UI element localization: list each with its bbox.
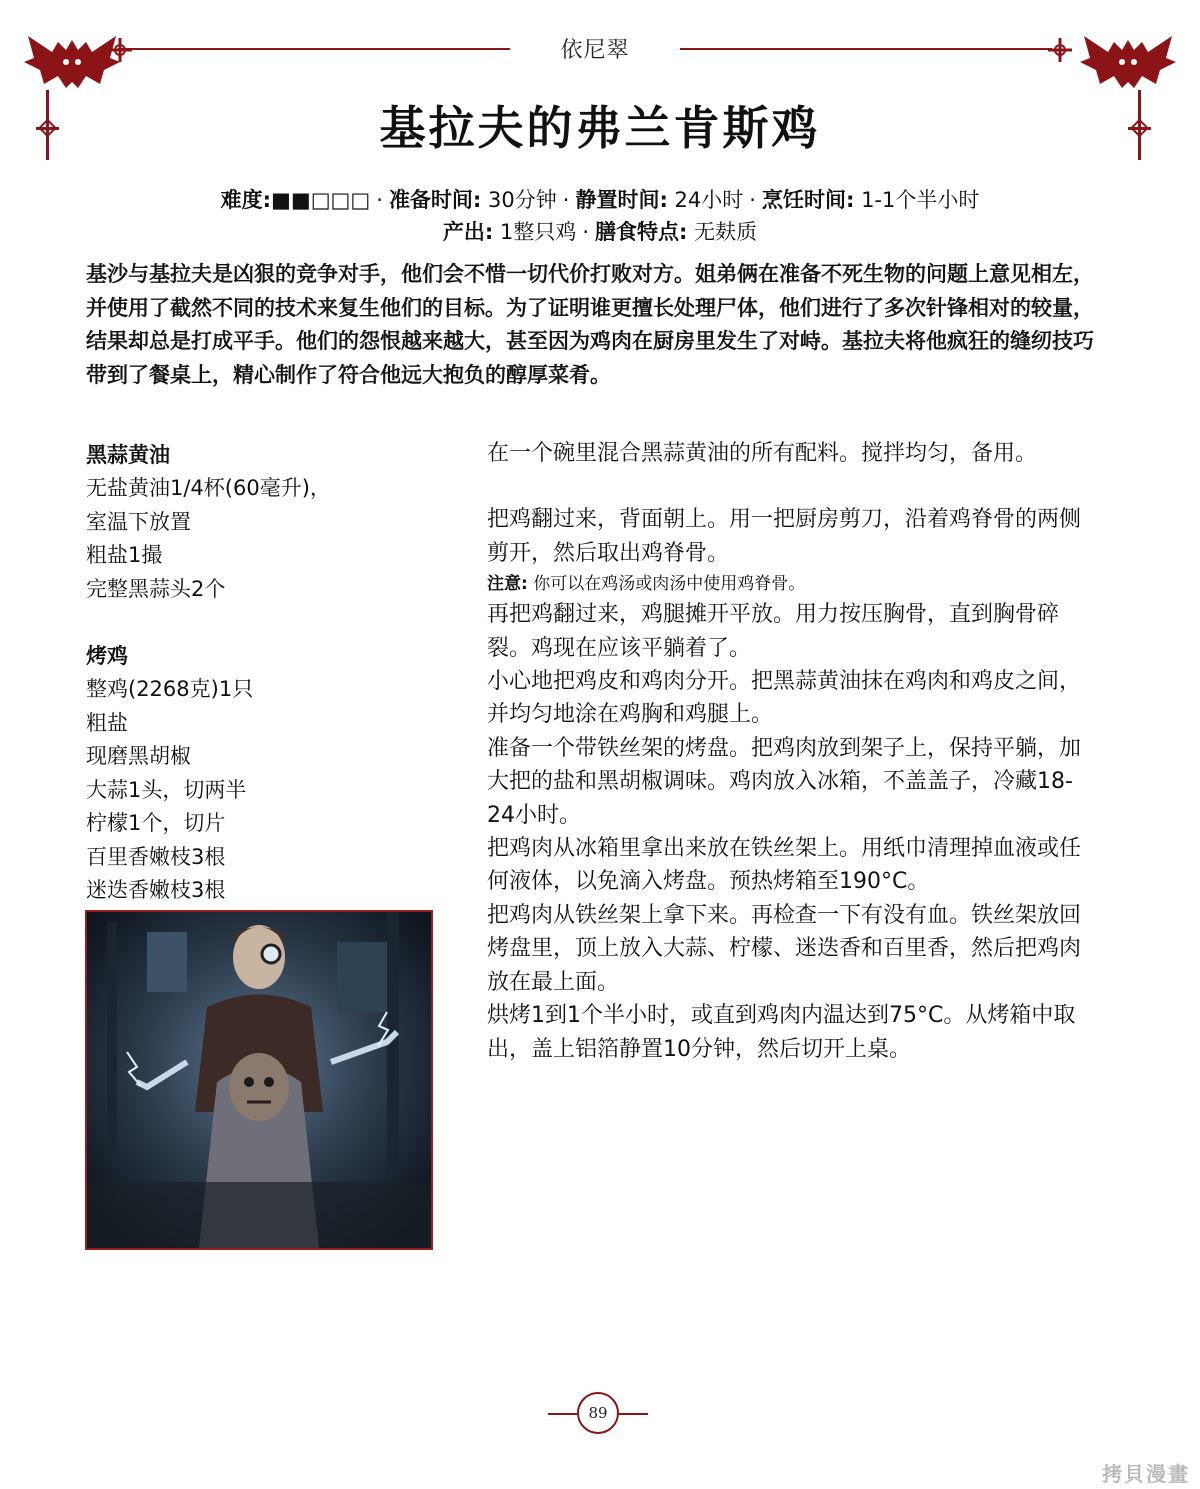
diet-value: 无麸质 <box>694 220 758 244</box>
cross-ornament-icon <box>100 36 140 64</box>
yield-label: 产出: <box>442 220 494 244</box>
step-5: 准备一个带铁丝架的烤盘。把鸡肉放到架子上，保持平躺，加大把的盐和黑胡椒调味。鸡肉放入冰箱，不盖盖子，冷藏18-24小时。 <box>487 735 1082 828</box>
instructions-column <box>487 437 1093 1066</box>
prep-time-label: 准备时间: <box>388 188 482 212</box>
ingredient-item: 完整黑蒜头2个 <box>86 576 226 601</box>
prep-time-value: 30分钟 <box>488 188 557 212</box>
step-6: 把鸡肉从冰箱里拿出来放在铁丝架上。用纸巾清理掉血液或任何液体，以免滴入烤盘。预热烤箱至190°C。 <box>487 836 1082 895</box>
note-label: 注意: <box>487 574 528 595</box>
step-8: 烘烤1到1个半小时，或直到鸡肉内温达到75°C。从烤箱中取出，盖上铝箔静置10分钟，然后切开上桌。 <box>487 1003 1076 1062</box>
ingredient-item: 粗盐1撮 <box>86 543 163 567</box>
page-number: 89 <box>577 1392 619 1434</box>
chapter-label: 依尼翠 <box>560 38 630 63</box>
difficulty-label: 难度: <box>220 188 272 212</box>
yield-value: 1整只鸡 <box>499 220 577 244</box>
step-1: 在一个碗里混合黑蒜黄油的所有配料。搅拌均匀，备用。 <box>487 441 1038 466</box>
header-rule-right <box>680 48 1052 50</box>
diet-label: 膳食特点: <box>595 220 688 244</box>
difficulty-value: ■■□□□ <box>271 188 371 212</box>
ingredient-item: 大蒜1头，切两半 <box>86 777 247 802</box>
step-7: 把鸡肉从铁丝架上拿下来。再检查一下有没有血。铁丝架放回烤盘里，顶上放入大蒜、柠檬、迷迭香和百里香，然后把鸡肉放在最上面。 <box>487 902 1082 995</box>
ingredient-item: 柠檬1个，切片 <box>86 811 226 835</box>
ingredients-column <box>86 438 336 908</box>
ingredient-item: 粗盐 <box>86 710 128 735</box>
cross-ornament-icon <box>1040 36 1080 64</box>
step-2: 把鸡翻过来，背面朝上。用一把厨房剪刀，沿着鸡脊骨的两侧剪开，然后取出鸡脊骨。 <box>487 507 1082 566</box>
ingredient-item: 百里香嫩枝3根 <box>86 844 226 869</box>
cook-time-label: 烹饪时间: <box>761 188 855 212</box>
page-number-ornament <box>548 1390 648 1438</box>
recipe-meta-line-1: 难度:■■□□□ · 准备时间: 30分钟 · 静置时间: 24小时 · 烹饪时间: 1-1个半小时 <box>220 188 980 212</box>
cook-time-value: 1-1个半小时 <box>861 188 980 212</box>
ingredient-item: 现磨黑胡椒 <box>86 744 191 768</box>
watermark: 拷貝漫畫 <box>1102 1462 1190 1486</box>
chicken-section-title: 烤鸡 <box>86 644 128 668</box>
header-rule-left <box>118 48 510 50</box>
note-text: 你可以在鸡汤或肉汤中使用鸡脊骨。 <box>533 574 806 595</box>
ingredient-item: 整鸡(2268克)1只 <box>86 677 254 701</box>
rest-time-label: 静置时间: <box>575 188 668 212</box>
intro-paragraph: 基沙与基拉夫是凶狠的竞争对手，他们会不惜一切代价打败对方。姐弟俩在准备不死生物的问题上意见相左，并使用了截然不同的技术来复生他们的目标。为了证明谁更擅长处理尸体，他们进行了多次针锋相对的较量，结果却总是打成平手。他们的怨恨越来越大，甚至因为鸡肉在厨房里发生了对峙。基拉夫将他疯狂的缝纫技巧带到了餐桌上，精心制作了符合他远大抱负的醇厚菜肴。 <box>86 262 1094 387</box>
ingredient-item: 无盐黄油1/4杯(60毫升)，室温下放置 <box>86 476 331 534</box>
butter-section-title: 黑蒜黄油 <box>86 443 170 467</box>
illustration-art <box>87 912 431 1248</box>
step-note <box>487 570 1093 598</box>
step-4: 小心地把鸡皮和鸡肉分开。把黑蒜黄油抹在鸡肉和鸡皮之间，并均匀地涂在鸡胸和鸡腿上。 <box>487 669 1082 728</box>
ingredient-item: 迷迭香嫩枝3根 <box>86 878 226 902</box>
step-3: 再把鸡翻过来，鸡腿摊开平放。用力按压胸骨，直到胸骨碎裂。鸡现在应该平躺着了。 <box>487 602 1060 661</box>
illustration-image <box>85 910 433 1250</box>
recipe-meta-line-2: 产出: 1整只鸡 · 膳食特点: 无麸质 <box>442 220 758 244</box>
page-title: 基拉夫的弗兰肯斯鸡 <box>379 101 821 155</box>
rest-time-value: 24小时 <box>674 188 744 212</box>
